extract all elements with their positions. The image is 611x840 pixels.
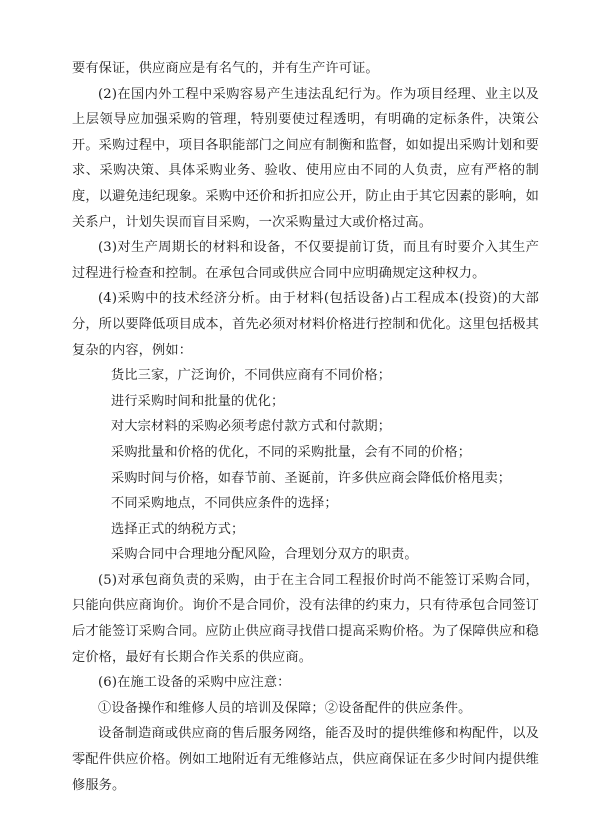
paragraph: (5)对承包商负责的采购，由于在主合同工程报价时尚不能签订采购合同，只能向供应商询价。询价不是合同价，没有法律的约束力，只有待承包合同签订后才能签订采购合同。应防止供应商寻找借口提高采购价格。为了保障供应和稳定价格，最好有长期合作关系的供应商。 — [72, 572, 539, 665]
paragraph: ①设备操作和维修人员的培训及保障；②设备配件的供应条件。 — [98, 700, 472, 716]
paragraph: (3)对生产周期长的材料和设备，不仅要提前订货，而且有时要介入其生产过程进行检查和控制。在承包合同或供应合同中应明确规定这种权力。 — [72, 240, 539, 281]
paragraph: (6)在施工设备的采购中应注意： — [98, 675, 291, 691]
paragraph: (2)在国内外工程中采购容易产生违法乱纪行为。作为项目经理、业主以及上层领导应加强采购的管理，特别要使过程透明，有明确的定标条件，决策公开。采购过程中，项目各职能部门之间应有制衡和监督，如如提出采购计划和要求、采购决策、具体采购业务、验收、使用应由不同的人负责，应有严格的制度，以避免违纪现象。采购中还价和折扣应公开，防止由于其它因素的影响，如关系户，计划失误而盲目采购，一次采购量过大或价格过高。 — [72, 86, 539, 230]
paragraph: 采购批量和价格的优化，不同的采购批量，会有不同的价格； — [111, 444, 472, 460]
paragraph: 选择正式的纳税方式； — [111, 521, 245, 537]
paragraph: 采购时间与价格，如春节前、圣诞前，许多供应商会降低价格甩卖； — [111, 470, 512, 486]
paragraph: 进行采购时间和批量的优化； — [111, 393, 285, 409]
paragraph: 采购合同中合理地分配风险，合理划分双方的职责。 — [111, 547, 418, 563]
document-body — [72, 56, 539, 798]
paragraph: (4)采购中的技术经济分析。由于材料(包括设备)占工程成本(投资)的大部分，所以要降低项目成本，首先必须对材料价格进行控制和优化。这里包括极其复杂的内容，例如： — [72, 291, 539, 358]
paragraph: 设备制造商或供应商的售后服务网络，能否及时的提供维修和构配件，以及零配件供应价格。例如工地附近有无维修站点，供应商保证在多少时间内提供维修服务。 — [72, 726, 539, 793]
paragraph: 对大宗材料的采购必须考虑付款方式和付款期； — [111, 419, 392, 435]
paragraph: 不同采购地点，不同供应条件的选择； — [111, 496, 338, 512]
paragraph: 要有保证，供应商应是有名气的，并有生产许可证。 — [72, 61, 379, 76]
paragraph: 货比三家，广泛询价，不同供应商有不同价格； — [111, 368, 392, 384]
